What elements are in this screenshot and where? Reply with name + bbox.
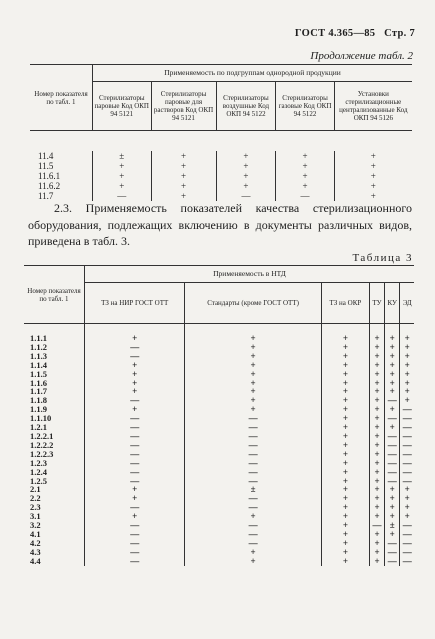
applicability-mark: + [321,530,369,539]
applicability-mark: — [216,191,276,201]
applicability-mark: + [151,161,216,171]
applicability-mark: + [85,387,185,396]
table-row [24,450,414,459]
applicability-mark: + [85,361,185,370]
applicability-mark: + [369,343,384,352]
applicability-mark: + [321,485,369,494]
group-header: Применяемость по подгруппам однородной продукции [93,65,413,82]
indicator-number: 1.1.2 [30,341,47,352]
applicability-mark: + [385,512,400,521]
table-row [24,370,414,379]
applicability-mark: + [369,432,384,441]
applicability-mark: ± [93,151,152,161]
applicability-mark: + [321,423,369,432]
applicability-mark: — [385,414,400,423]
applicability-mark: + [369,530,384,539]
applicability-mark: + [321,432,369,441]
applicability-mark: — [400,423,414,432]
group-header: Применяемость в НТД [85,266,415,283]
table-row [24,557,414,566]
applicability-mark: + [185,352,321,361]
applicability-mark: + [369,370,384,379]
applicability-mark: + [321,441,369,450]
table-row [24,441,414,450]
product-column-5: Установки стерилизационные централизованные Код ОКП 94 5126 [334,82,412,131]
applicability-mark: + [321,494,369,503]
applicability-mark: — [385,450,400,459]
document-column-4: ТУ [369,283,384,324]
applicability-mark: — [185,530,321,539]
applicability-mark: + [321,405,369,414]
indicator-number: 1.2.2.2 [30,439,54,450]
applicability-mark: + [321,557,369,566]
applicability-mark: + [385,334,400,343]
applicability-mark: + [385,485,400,494]
table-row [24,352,414,361]
table-row [24,423,414,432]
applicability-mark: + [321,450,369,459]
applicability-mark: + [216,181,276,191]
applicability-mark: + [321,379,369,388]
indicator-number: 11.4 [38,151,54,161]
indicator-number: 1.2.3 [30,457,47,468]
applicability-mark: + [385,405,400,414]
applicability-mark: + [369,441,384,450]
applicability-mark: + [400,343,414,352]
applicability-mark: — [385,441,400,450]
applicability-mark: + [400,361,414,370]
applicability-mark: — [185,494,321,503]
applicability-mark: + [369,334,384,343]
applicability-mark: — [185,423,321,432]
applicability-mark: — [85,459,185,468]
indicator-number: 1.1.1 [30,333,47,343]
applicability-mark: + [369,423,384,432]
applicability-mark: + [185,334,321,343]
applicability-mark: + [385,379,400,388]
table-row [24,530,414,539]
applicability-mark: — [385,539,400,548]
applicability-mark: — [85,557,185,566]
applicability-mark: + [334,161,412,171]
applicability-mark: — [185,459,321,468]
applicability-mark: + [85,370,185,379]
applicability-mark: + [321,539,369,548]
applicability-mark: + [151,191,216,201]
indicator-number: 11.6.2 [38,181,61,191]
applicability-mark: + [321,352,369,361]
applicability-mark: + [369,468,384,477]
applicability-mark: — [185,539,321,548]
applicability-mark: + [185,548,321,557]
continuation-caption: Продолжение табл. 2 [310,50,413,62]
indicator-number: 1.2.1 [30,422,47,433]
applicability-mark: + [321,387,369,396]
applicability-mark: + [185,387,321,396]
applicability-mark: + [369,405,384,414]
applicability-mark: — [185,468,321,477]
indicator-number: 1.2.2.1 [30,430,54,441]
applicability-mark: + [400,352,414,361]
row-header: Номер показателя по табл. 1 [24,266,85,324]
applicability-mark: + [321,334,369,343]
applicability-mark: — [185,477,321,486]
applicability-mark: — [369,521,384,530]
indicator-number: 2.3 [30,502,41,513]
indicator-number: 1.1.5 [30,368,47,379]
applicability-mark: + [369,414,384,423]
applicability-mark: + [185,370,321,379]
indicator-number: 1.1.7 [30,386,47,397]
row-header: Номер показателя по табл. 1 [34,89,88,106]
applicability-mark: — [93,191,152,201]
applicability-mark: + [369,557,384,566]
applicability-mark: + [369,494,384,503]
table-row [30,151,412,161]
page-header [295,28,415,39]
applicability-mark: + [400,370,414,379]
table-3 [24,265,414,566]
applicability-mark: + [369,503,384,512]
applicability-mark: + [321,370,369,379]
applicability-mark: + [85,379,185,388]
table-row [24,521,414,530]
applicability-mark: + [334,181,412,191]
applicability-mark: + [385,352,400,361]
applicability-mark: + [321,503,369,512]
indicator-number: 4.1 [30,528,41,539]
applicability-mark: + [85,485,185,494]
applicability-mark: — [85,503,185,512]
applicability-mark: + [385,387,400,396]
applicability-mark: — [85,441,185,450]
table-row [24,432,414,441]
applicability-mark: + [185,361,321,370]
applicability-mark: + [400,503,414,512]
applicability-mark: + [369,512,384,521]
product-column-4: Стерилизаторы газовые Код ОКП 94 5122 [276,82,334,131]
indicator-number: 2.2 [30,493,41,504]
applicability-mark: + [385,494,400,503]
table-row [24,485,414,494]
applicability-mark: + [185,557,321,566]
table-row [24,361,414,370]
table-row [24,477,414,486]
table-row [24,379,414,388]
applicability-mark: + [321,468,369,477]
applicability-mark: — [385,459,400,468]
applicability-mark: + [385,503,400,512]
applicability-mark: + [334,191,412,201]
page-number: Стр. 7 [384,28,415,39]
applicability-mark: + [369,352,384,361]
table-row [24,503,414,512]
applicability-mark: + [400,334,414,343]
indicator-number: 1.1.9 [30,404,47,415]
applicability-mark: + [93,161,152,171]
applicability-mark: — [185,521,321,530]
applicability-mark: + [216,151,276,161]
table-row [30,181,412,191]
indicator-number: 2.1 [30,484,41,495]
applicability-mark: + [276,171,334,181]
applicability-mark: — [400,441,414,450]
indicator-number: 3.1 [30,511,41,522]
applicability-mark: — [85,423,185,432]
product-column-2: Стерилизаторы паровые для растворов Код ОКП 94 5121 [151,82,216,131]
table-row [30,161,412,171]
applicability-mark: — [185,414,321,423]
applicability-mark: + [321,521,369,530]
applicability-mark: + [369,485,384,494]
applicability-mark: — [400,450,414,459]
indicator-number: 1.2.5 [30,475,47,486]
applicability-mark: + [276,161,334,171]
applicability-mark: + [185,343,321,352]
applicability-mark: ± [185,485,321,494]
table-row [24,512,414,521]
table-row [30,171,412,181]
applicability-mark: — [385,396,400,405]
applicability-mark: — [85,530,185,539]
document-column-2: Стандарты (кроме ГОСТ ОТТ) [185,283,321,324]
applicability-mark: — [185,432,321,441]
applicability-mark: — [185,441,321,450]
applicability-mark: + [400,387,414,396]
applicability-mark: — [400,548,414,557]
applicability-mark: + [85,334,185,343]
applicability-mark: + [321,414,369,423]
applicability-mark: + [321,512,369,521]
indicator-number: 3.2 [30,520,41,531]
applicability-mark: + [385,370,400,379]
paragraph-2-3: 2.3. Применяемость показателей качества стерилизационного оборудования, подлежащих включению в документы различных видов, приведена в табл. 3. [28,201,412,248]
table-row [24,459,414,468]
indicator-number: 1.1.4 [30,359,47,370]
indicator-number: 4.3 [30,546,41,557]
applicability-mark: + [369,361,384,370]
applicability-mark: + [85,512,185,521]
applicability-mark: + [369,450,384,459]
applicability-mark: — [385,477,400,486]
applicability-mark: + [185,379,321,388]
spacer-row [30,131,412,152]
applicability-mark: + [400,512,414,521]
applicability-mark: + [400,485,414,494]
applicability-mark: + [216,171,276,181]
applicability-mark: + [321,396,369,405]
applicability-mark: + [369,379,384,388]
indicator-number: 1.1.3 [30,350,47,361]
applicability-mark: — [400,468,414,477]
applicability-mark: — [185,450,321,459]
applicability-mark: + [151,171,216,181]
indicator-number: 1.1.10 [30,413,52,424]
applicability-mark: + [400,396,414,405]
table-row [24,548,414,557]
applicability-mark: + [185,405,321,414]
applicability-mark: + [385,530,400,539]
applicability-mark: ± [385,521,400,530]
applicability-mark: — [85,539,185,548]
applicability-mark: — [85,521,185,530]
applicability-mark: — [400,405,414,414]
applicability-mark: + [369,387,384,396]
applicability-mark: + [276,151,334,161]
applicability-mark: — [85,343,185,352]
table-row [24,343,414,352]
applicability-mark: — [400,530,414,539]
document-column-5: КУ [385,283,400,324]
applicability-mark: + [216,161,276,171]
applicability-mark: + [85,494,185,503]
applicability-mark: + [185,512,321,521]
product-column-1: Стерилизаторы паровые Код ОКП 94 5121 [93,82,152,131]
indicator-number: 11.6.1 [38,171,61,181]
applicability-mark: + [321,361,369,370]
applicability-mark: + [385,361,400,370]
applicability-mark: + [369,396,384,405]
applicability-mark: + [93,181,152,191]
applicability-mark: + [385,423,400,432]
applicability-mark: — [276,191,334,201]
table-row [24,468,414,477]
applicability-mark: + [85,405,185,414]
applicability-mark: + [151,151,216,161]
applicability-mark: — [85,450,185,459]
applicability-mark: + [369,459,384,468]
table-row [24,396,414,405]
table-3-caption: Таблица 3 [352,252,413,264]
applicability-mark: — [385,432,400,441]
applicability-mark: — [85,548,185,557]
applicability-mark: — [85,477,185,486]
indicator-number: 1.1.6 [30,377,47,388]
indicator-number: 1.2.4 [30,466,47,477]
applicability-mark: + [369,548,384,557]
indicator-number: 1.1.8 [30,395,47,406]
indicator-number: 11.7 [38,191,54,201]
applicability-mark: + [93,171,152,181]
applicability-mark: — [400,477,414,486]
indicator-number: 11.5 [38,161,54,171]
applicability-mark: — [85,414,185,423]
applicability-mark: + [334,151,412,161]
applicability-mark: + [321,548,369,557]
applicability-mark: + [185,396,321,405]
applicability-mark: — [400,557,414,566]
applicability-mark: — [400,432,414,441]
applicability-mark: + [276,181,334,191]
applicability-mark: — [85,468,185,477]
applicability-mark: + [400,379,414,388]
applicability-mark: + [369,539,384,548]
table-row [24,387,414,396]
table-row [24,414,414,423]
applicability-mark: + [334,171,412,181]
applicability-mark: + [321,459,369,468]
product-column-3: Стерилизаторы воздушные Код ОКП 94 5122 [216,82,276,131]
applicability-mark: — [385,548,400,557]
applicability-mark: + [369,477,384,486]
applicability-mark: + [400,494,414,503]
applicability-mark: + [321,343,369,352]
table-row [24,494,414,503]
standard-number: ГОСТ 4.365—85 [294,28,376,39]
document-column-1: ТЗ на НИР ГОСТ ОТТ [85,283,185,324]
table-row [24,334,414,343]
applicability-mark: + [321,477,369,486]
document-column-6: ЭД [400,283,414,324]
indicator-number: 1.2.2.3 [30,448,54,459]
table-row [24,405,414,414]
applicability-mark: — [400,521,414,530]
document-column-3: ТЗ на ОКР [321,283,369,324]
applicability-mark: — [85,352,185,361]
indicator-number: 4.4 [30,555,41,566]
spacer-row [24,324,414,335]
applicability-mark: — [400,414,414,423]
applicability-mark: + [151,181,216,191]
applicability-mark: — [400,539,414,548]
applicability-mark: — [85,432,185,441]
indicator-number: 4.2 [30,537,41,548]
applicability-mark: — [400,459,414,468]
table-row [24,539,414,548]
applicability-mark: — [185,503,321,512]
table-2-continuation [30,64,412,201]
applicability-mark: + [385,343,400,352]
applicability-mark: — [385,468,400,477]
applicability-mark: — [385,557,400,566]
applicability-mark: — [85,396,185,405]
